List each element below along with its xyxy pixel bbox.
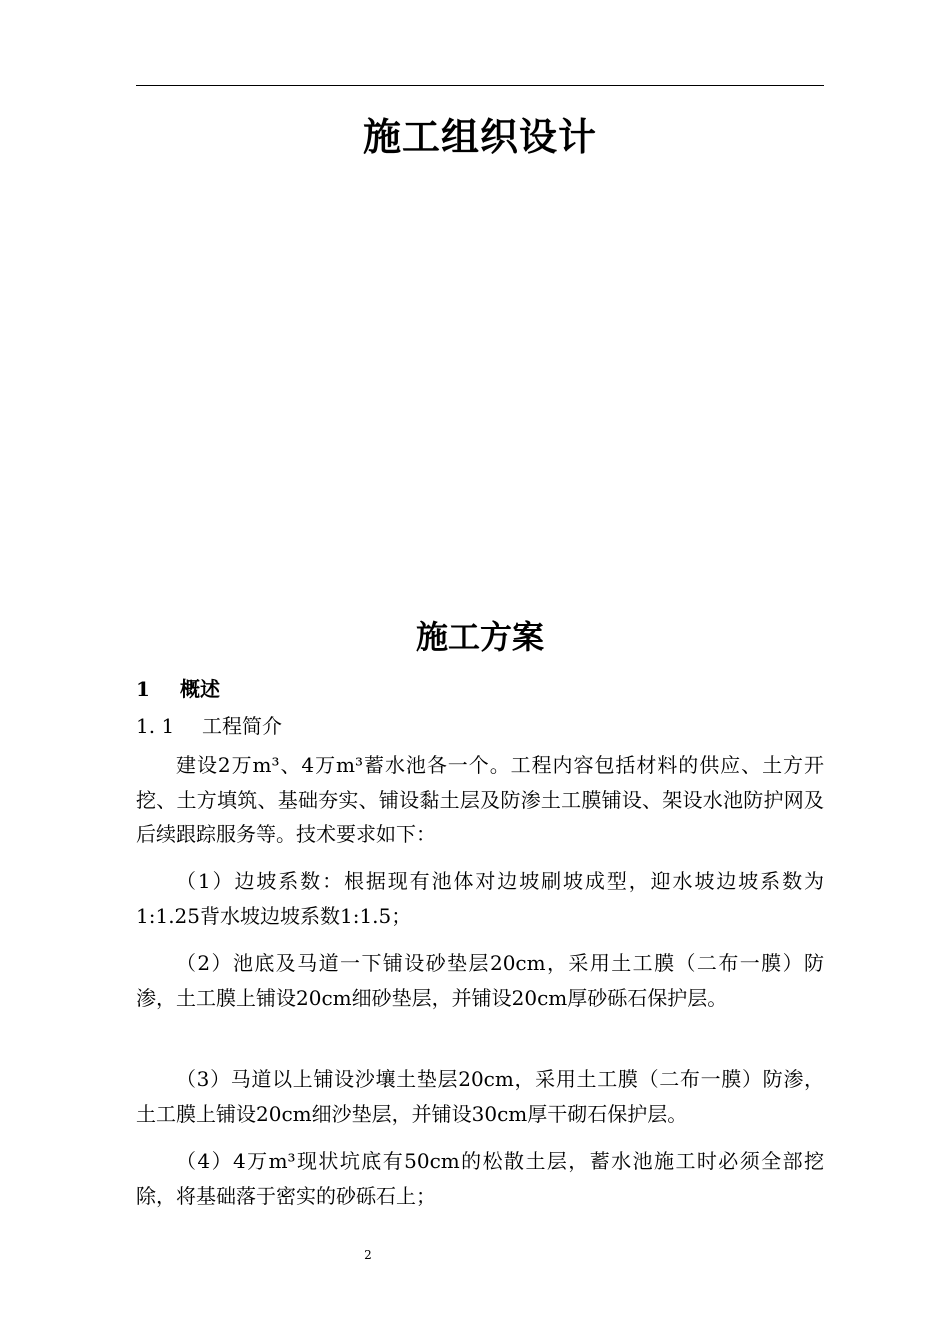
heading-project-intro <box>136 711 282 741</box>
document-title: 施工组织设计 <box>362 114 597 159</box>
page-number: 2 <box>364 1248 372 1262</box>
paragraph-item-2: （2）池底及马道一下铺设砂垫层20cm，采用土工膜（二布一膜）防渗，土工膜上铺设20cm细砂垫层，并铺设20cm厚砂砾石保护层。 <box>136 951 824 1010</box>
heading-overview <box>136 674 220 704</box>
heading-number: 1 <box>136 677 150 701</box>
heading-text: 概述 <box>180 677 220 701</box>
heading-number: 1. 1 <box>136 714 175 738</box>
paragraph-item-4: （4）4万m³现状坑底有50cm的松散土层，蓄水池施工时必须全部挖除，将基础落于密实的砂砾石上； <box>136 1149 824 1208</box>
paragraph-item-1: （1）边坡系数：根据现有池体对边坡刷坡成型，迎水坡边坡系数为1:1.25背水坡边坡系数1:1.5； <box>136 869 824 928</box>
paragraph-intro: 建设2万m³、4万m³蓄水池各一个。工程内容包括材料的供应、土方开挖、土方填筑、基础夯实、铺设黏土层及防渗土工膜铺设、架设水池防护网及后续跟踪服务等。技术要求如下： <box>136 753 824 846</box>
paragraph-item-3: （3）马道以上铺设沙壤土垫层20cm，采用土工膜（二布一膜）防渗，土工膜上铺设20cm细沙垫层，并铺设30cm厚干砌石保护层。 <box>136 1067 824 1126</box>
header-rule <box>136 85 824 86</box>
section-title: 施工方案 <box>415 618 544 656</box>
heading-text: 工程简介 <box>202 714 282 738</box>
